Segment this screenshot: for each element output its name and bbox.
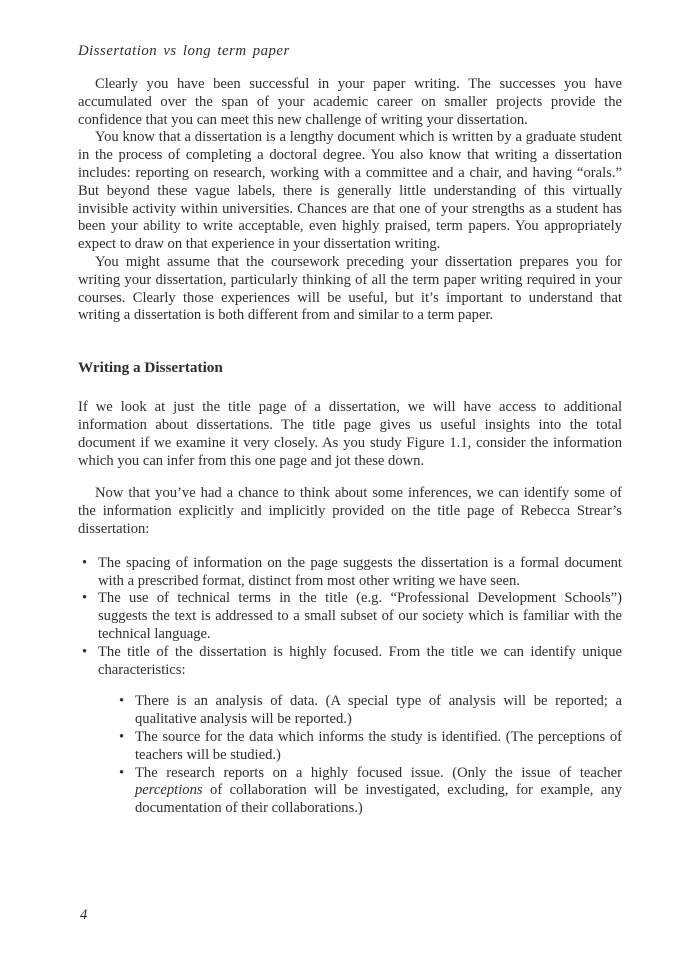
bullet-item: • The title of the dissertation is highly focused. From the title we can identify unique characteristics: bbox=[78, 644, 622, 680]
running-head: Dissertation vs long term paper bbox=[78, 43, 290, 59]
bullet-list bbox=[78, 555, 622, 680]
paragraph: You know that a dissertation is a lengthy document which is written by a graduate student in the process of completing a doctoral degree. You also know that writing a dissertation includes: reporting on research, working with a committee and a chair, and having “orals.” But beyond these vague labels, there is generally little understanding of this virtually invisible activity within universities. Chances are that one of your strengths as a student has been your ability to write acceptable, even highly praised, term papers. You appropriately expect to draw on that experience in your dissertation writing. bbox=[78, 129, 622, 253]
paragraph: Clearly you have been successful in your paper writing. The successes you have accumulated over the span of your academic career on smaller projects provide the confidence that you can meet this new challenge of writing your dissertation. bbox=[78, 76, 622, 128]
bullet-item: • The source for the data which informs the study is identified. (The perceptions of teachers will be studied.) bbox=[115, 729, 622, 765]
bullet-item: • There is an analysis of data. (A special type of analysis will be reported; a qualitative analysis will be reported.) bbox=[115, 693, 622, 729]
page-number: 4 bbox=[80, 907, 88, 923]
sub-bullet-list bbox=[115, 693, 622, 818]
bullet-item: • The research reports on a highly focused issue. (Only the issue of teacher perceptions of collaboration will be investigated, excluding, for example, any documentation of their collaborations.) bbox=[115, 765, 622, 818]
paragraph: You might assume that the coursework preceding your dissertation prepares you for writing your dissertation, particularly thinking of all the term paper writing required in your courses. Clearly those experiences will be useful, but it’s important to understand that writing a dissertation is both different from and similar to a term paper. bbox=[78, 253, 622, 324]
bullet-item: • The spacing of information on the page suggests the dissertation is a formal document with a prescribed format, distinct from most other writing we have seen. bbox=[78, 555, 622, 591]
paragraph: Now that you’ve had a chance to think about some inferences, we can identify some of the information explicitly and implicitly provided on the title page of Rebecca Strear’s dissertation: bbox=[78, 485, 622, 537]
bullet-item: • The use of technical terms in the title (e.g. “Professional Development Schools”) suggests the text is addressed to a small subset of our society which is familiar with the technical language. bbox=[78, 590, 622, 643]
paragraph: If we look at just the title page of a dissertation, we will have access to additional information about dissertations. The title page gives us useful insights into the total document if we examine it very closely. As you study Figure 1.1, consider the information which you can infer from this one page and jot these down. bbox=[78, 399, 622, 469]
section-heading: Writing a Dissertation bbox=[78, 359, 223, 377]
